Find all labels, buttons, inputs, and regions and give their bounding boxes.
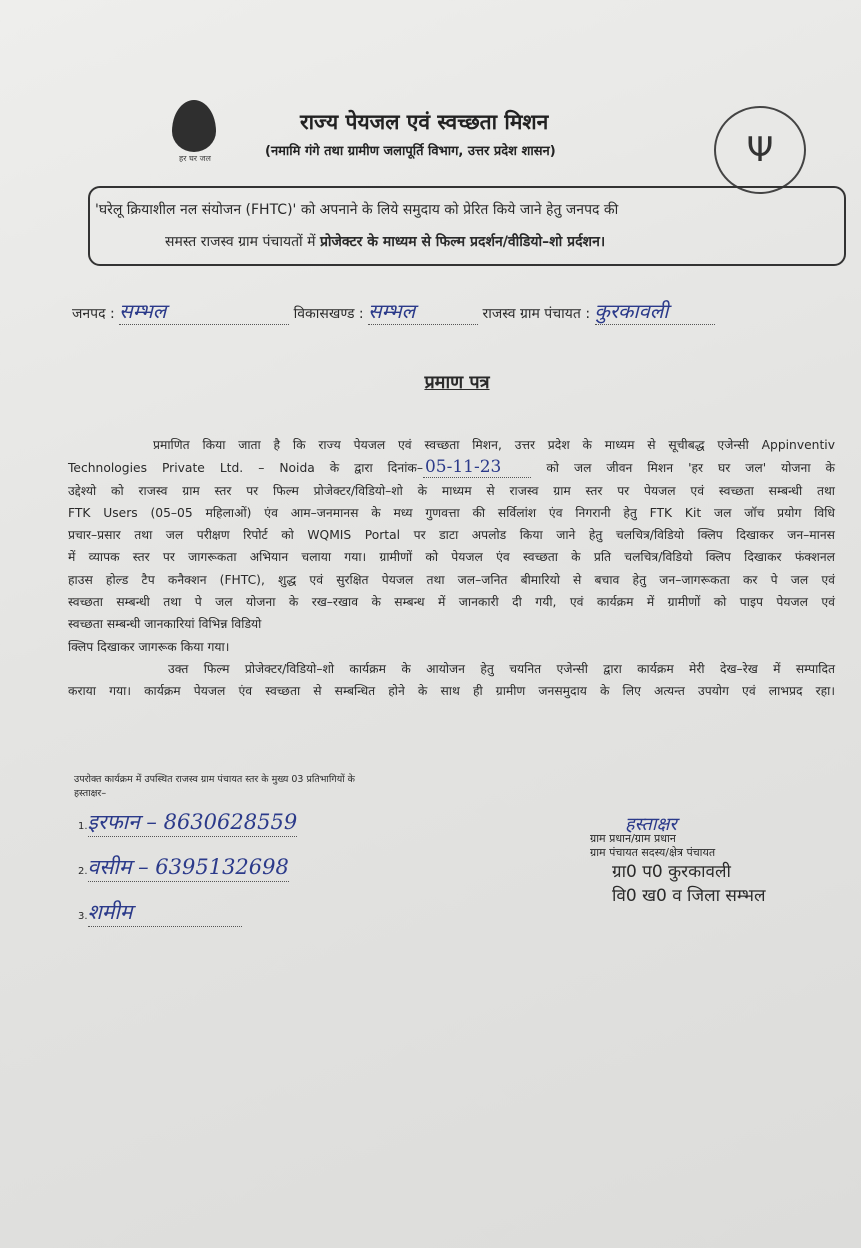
body-line: उद्देश्यो को राजस्व ग्राम स्तर पर फिल्म प्रोजेक्टर/विडियो–शो के माध्यम से राजस्व ग्राम स्तर पर पेयजल एवं स्वच्छता सम्बन्धी तथा: [68, 483, 835, 498]
body-line: उक्त फिल्म प्रोजेक्टर/विडियो–शो कार्यक्रम के आयोजन हेतु चयनित एजेन्सी द्वारा कार्यक्रम मेरी देख–रेख में सम्पादित: [168, 661, 835, 676]
block-value: सम्भल: [368, 299, 416, 323]
participant-signature: वसीम – 6395132698: [88, 853, 289, 882]
mission-title: राज्य पेयजल एवं स्वच्छता मिशन: [300, 110, 549, 134]
body-text: को जल जीवन मिशन 'हर घर जल' योजना के: [531, 461, 835, 476]
banner-line-2-prefix: समस्त राजस्व ग्राम पंचायतों में: [165, 234, 320, 250]
participants-intro-text: उपरोक्त कार्यक्रम में उपस्थित राजस्व ग्राम पंचायत स्तर के मुख्य 03 प्रतिभागियों के: [74, 774, 355, 785]
panchayat-label: राजस्व ग्राम पंचायत :: [482, 306, 591, 322]
body-text: Technologies Private Ltd. – Noida के द्वारा दिनांक–: [68, 461, 423, 476]
body-line: प्रचार–प्रसार तथा जल परीक्षण रिपोर्ट को WQMIS Portal पर डाटा अपलोड किया जाने हेतु चलचित्र/विडियो क्लिप दिखाकर जन–मानस: [68, 528, 835, 543]
event-date: 05-11-23: [423, 457, 531, 478]
body-line: में व्यापक स्तर पर जागरूकता अभियान चलाया गया। ग्रामीणों को पेयजल एंव स्वच्छता के प्रति चलचित्र/विडियो क्लिप दिखाकर फंक्शनल: [68, 550, 835, 565]
participant-number: 1.: [78, 821, 88, 832]
up-government-seal: [714, 106, 806, 194]
participant-1: [78, 808, 297, 837]
body-line: स्वच्छता सम्बन्धी तथा पे जल योजना के रख–रखाव के सम्बन्ध में जानकारी दी गयी, एवं कार्यक्रम में ग्रामीणों को पाइप पेयजल एवं: [68, 595, 835, 610]
participant-2: [78, 853, 289, 882]
signatory-role-2: ग्राम पंचायत सदस्य/क्षेत्र पंचायत: [590, 846, 716, 859]
body-line: स्वच्छता सम्बन्धी जानकारियां विभिन्न विडियो: [68, 617, 262, 632]
participant-number: 3.: [78, 911, 88, 922]
block-label: विकासखण्ड :: [293, 306, 364, 322]
body-line: कराया गया। कार्यक्रम पेयजल एंव स्वच्छता से सम्बन्धित होने के साथ ही ग्रामीण जनसमुदाय के लिए अत्यन्त उपयोग एवं लाभप्रद रहा।: [68, 684, 835, 699]
signatory-block: [590, 814, 766, 908]
district-stamp: वि0 ख0 व जिला सम्भल: [612, 886, 766, 906]
signature-label: हस्ताक्षर–: [74, 788, 107, 799]
certificate-body: [68, 434, 835, 703]
pradhan-signature: हस्ताक्षर: [625, 814, 677, 835]
body-line: FTK Users (05–05 महिलाओं) एंव आम–जनमानस के मध्य गुणवत्ता की सर्विलांश एंव निगरानी हेतु FTK Kit जल जॉच प्रयोग विधि: [68, 505, 835, 520]
participant-signature: शमीम: [88, 898, 243, 927]
banner-line-2-bold: प्रोजेक्टर के माध्यम से फिल्म प्रदर्शन/वीडियो–शो प्रर्दशन।: [319, 234, 606, 250]
participant-number: 2.: [78, 866, 88, 877]
participant-signature: इरफान – 8630628559: [88, 808, 298, 837]
seal-emblem-icon: Ψ: [746, 130, 774, 170]
participant-3: [78, 898, 242, 927]
banner-line-2: [165, 232, 605, 251]
location-fields: [72, 297, 715, 325]
body-line: हाउस होल्ड टैप कनैक्शन (FHTC), शुद्ध एवं सुरक्षित पेयजल तथा जल–जनित बीमारियो से बचाव हेतु जन–जागरूकता कर पे जल एवं: [68, 572, 835, 587]
certificate-heading: प्रमाण पत्र: [424, 372, 490, 393]
program-banner-box: [88, 186, 846, 266]
department-subtitle: (नमामि गंगे तथा ग्रामीण जलापूर्ति विभाग, उत्तर प्रदेश शासन): [265, 144, 556, 159]
participants-intro: [74, 773, 355, 801]
district-label: जनपद :: [72, 306, 115, 322]
banner-line-1: 'घरेलू क्रियाशील नल संयोजन (FHTC)' को अपनाने के लिये समुदाय को प्रेरित किये जाने हेतु जनपद की: [95, 202, 619, 218]
har-ghar-jal-logo: [160, 100, 230, 180]
signatory-role-1: ग्राम प्रधान/ग्राम प्रधान: [590, 832, 676, 845]
body-line: प्रमाणित किया जाता है कि राज्य पेयजल एवं स्वच्छता मिशन, उत्तर प्रदेश के माध्यम से सूचीबद्ध एजेन्सी Appinventiv: [153, 438, 835, 452]
body-line: क्लिप दिखाकर जागरूक किया गया।: [68, 639, 230, 654]
body-line: [68, 456, 835, 479]
panchayat-stamp: ग्रा0 प0 कुरकावली: [612, 862, 731, 882]
panchayat-value: कुरकावली: [594, 299, 669, 323]
water-drop-icon: [172, 100, 216, 152]
district-value: सम्भल: [119, 299, 167, 323]
logo-text: हर घर जल: [179, 154, 211, 163]
